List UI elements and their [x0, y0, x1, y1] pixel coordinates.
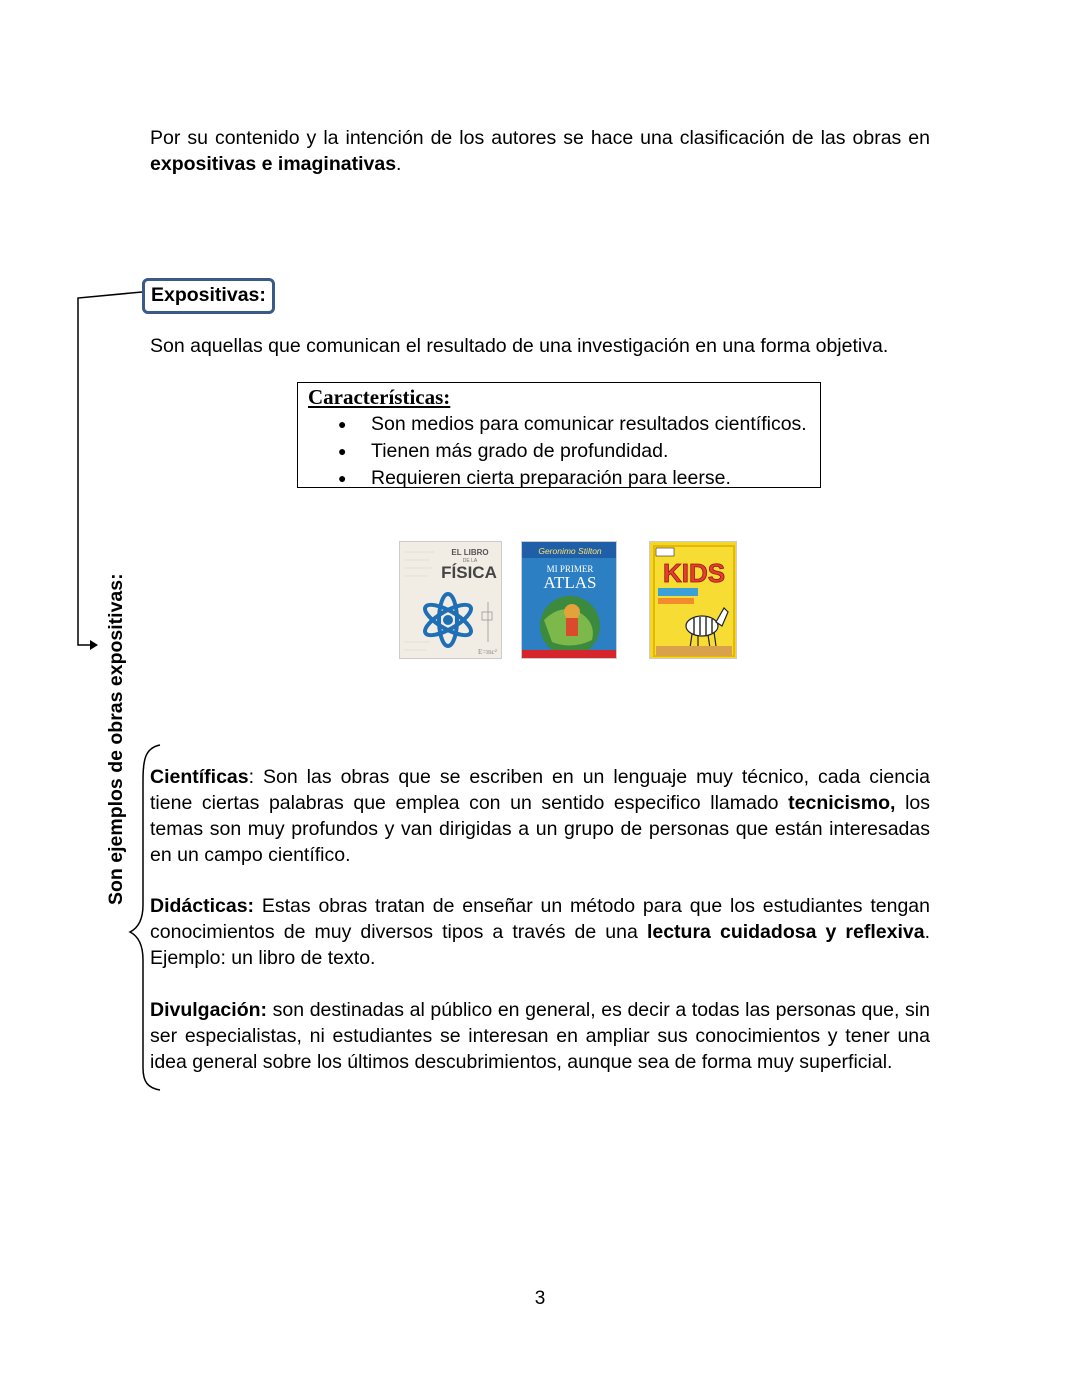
kids-title: KIDS	[662, 558, 726, 588]
fisica-line2: DE LA	[462, 558, 478, 564]
intro-bold: expositivas e imaginativas	[150, 153, 397, 175]
svg-text:E=mc²: E=mc²	[478, 648, 497, 656]
fisica-line3: FÍSICA	[441, 563, 497, 582]
caracteristicas-list	[338, 411, 807, 492]
list-item: ● Tienen más grado de profundidad.	[338, 438, 807, 465]
atlas-line2: ATLAS	[543, 573, 597, 592]
list-item: ● Requieren cierta preparación para leerse.	[338, 465, 807, 492]
expositivas-definition: Son aquellas que comunican el resultado de una investigación en una forma objetiva.	[150, 335, 889, 357]
example-divulgacion	[150, 997, 930, 1075]
fisica-line1: EL LIBRO	[451, 548, 489, 557]
atom-illustration	[400, 542, 502, 659]
example-cientificas	[150, 764, 930, 868]
page-number: 3	[534, 1288, 546, 1309]
list-item: ● Son medios para comunicar resultados científicos.	[338, 411, 807, 438]
divulgacion-text: son destinadas al público en general, es decir a todas las personas que, sin ser especialistas, ni estudiantes se interesan en ampliar sus conocimientos y tener una idea general sobre los últimos descubrimientos, aunque sea de forma muy superficial.	[150, 999, 930, 1073]
book-cover-atlas	[521, 541, 617, 659]
cientificas-bold: tecnicismo,	[788, 792, 896, 814]
caracteristicas-box	[297, 382, 821, 488]
intro-text: Por su contenido y la intención de los autores se hace una clasificación de las obras en	[150, 127, 930, 149]
kids-illustration	[650, 542, 737, 659]
didacticas-bold: lectura cuidadosa y reflexiva	[646, 921, 925, 943]
intro-end: .	[396, 153, 402, 175]
term-divulgacion: Divulgación:	[150, 999, 268, 1021]
caracteristicas-title: Características:	[308, 385, 451, 409]
cientificas-text: : Son las obras que se escriben en un lenguaje muy técnico, cada ciencia tiene ciertas palabras que emplea con un sentido especifico llamado	[150, 766, 930, 814]
atlas-line1: MI PRIMER	[546, 564, 594, 574]
side-label-ejemplos: Son ejemplos de obras expositivas:	[105, 573, 127, 905]
example-didacticas	[150, 893, 930, 971]
atlas-author: Geronimo Stilton	[538, 546, 602, 556]
book-cover-kids	[649, 541, 737, 659]
cientificas-text-end: los temas son muy profundos y van dirigidas a un grupo de personas que están interesadas en un campo científico.	[150, 792, 930, 866]
term-didacticas: Didácticas:	[150, 895, 255, 917]
didacticas-text-end: . Ejemplo: un libro de texto.	[150, 921, 930, 969]
term-cientificas: Científicas	[150, 766, 249, 788]
atlas-illustration	[522, 542, 617, 659]
book-cover-fisica	[399, 541, 502, 659]
expositivas-heading: Expositivas:	[142, 278, 275, 314]
didacticas-text: Estas obras tratan de enseñar un método para que los estudiantes tengan conocimientos de muy diversos tipos a través de una	[150, 895, 930, 943]
